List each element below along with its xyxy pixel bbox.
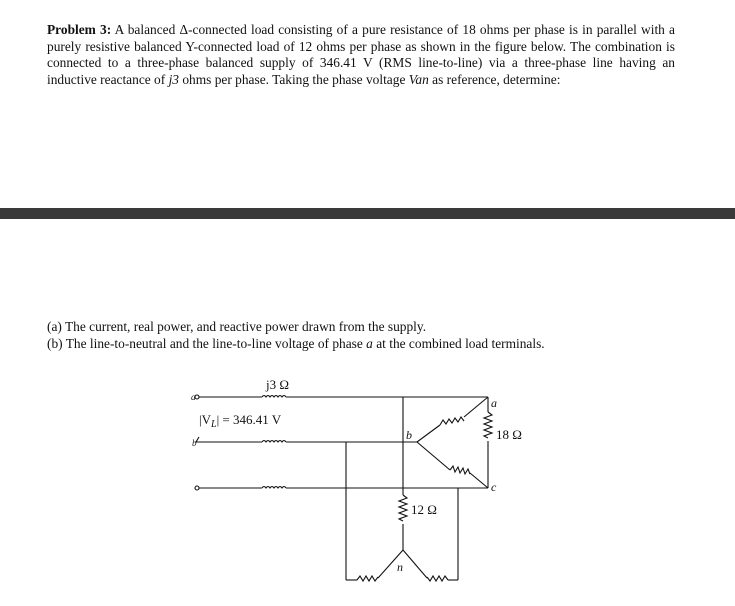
wye-resistor-c — [427, 576, 448, 581]
delta-load — [417, 397, 492, 488]
part-a: (a) The current, real power, and reactive power drawn from the supply. — [47, 319, 427, 334]
wye-resistor-b — [399, 495, 407, 521]
delta-resistor-ac — [484, 412, 492, 438]
supply-terminal-a-label: a — [191, 392, 196, 402]
node-b-label: b — [406, 428, 412, 442]
problem-text-2: ohms per phase. Taking the phase voltage — [178, 71, 409, 87]
line-c — [195, 486, 488, 490]
delta-resistor-ab — [440, 417, 464, 425]
supply-terminal-b-mark — [196, 437, 201, 442]
part-b-phase: a — [366, 336, 373, 351]
problem-label: Problem 3: — [47, 22, 112, 37]
wye-resistor-a — [357, 576, 378, 581]
line-b-reactor — [262, 441, 286, 443]
problem-text-3: as reference, determine: — [428, 71, 561, 87]
line-a-reactor — [262, 396, 286, 398]
delta-resistor-bc — [450, 466, 470, 474]
node-n-label: n — [397, 560, 403, 574]
node-a-label: a — [491, 396, 497, 410]
delta-resistor-label: 18 Ω — [496, 427, 522, 442]
reactance-symbol: j3 — [168, 71, 179, 87]
wye-load — [346, 397, 458, 581]
line-b — [198, 441, 417, 443]
node-c-label: c — [491, 480, 497, 494]
supply-terminal-b-label: b — [192, 438, 197, 448]
line-reactance-label: j3 Ω — [266, 377, 290, 392]
phase-voltage-symbol: Van — [408, 71, 429, 87]
line-a — [195, 395, 488, 399]
wye-resistor-label: 12 Ω — [411, 502, 437, 517]
problem-text-1: A balanced Δ-connected load consisting of a pure resistance of 18 ohms per phase is in parallel with a purely resistive balanced Y-connected load of 12 ohms per phase as shown in the figure below. The combination is connected to a three-phase balanced supply of 346.41 V (RMS line-to-line) via a three-phase line having an inductive reactance of — [47, 22, 675, 87]
line-c-reactor — [262, 487, 286, 489]
part-b: (b) The line-to-neutral and the line-to-line voltage of phase a at the combined load terminals. — [47, 336, 545, 351]
supply-voltage-label: $|V_L| = 346.41$ V — [199, 412, 282, 430]
